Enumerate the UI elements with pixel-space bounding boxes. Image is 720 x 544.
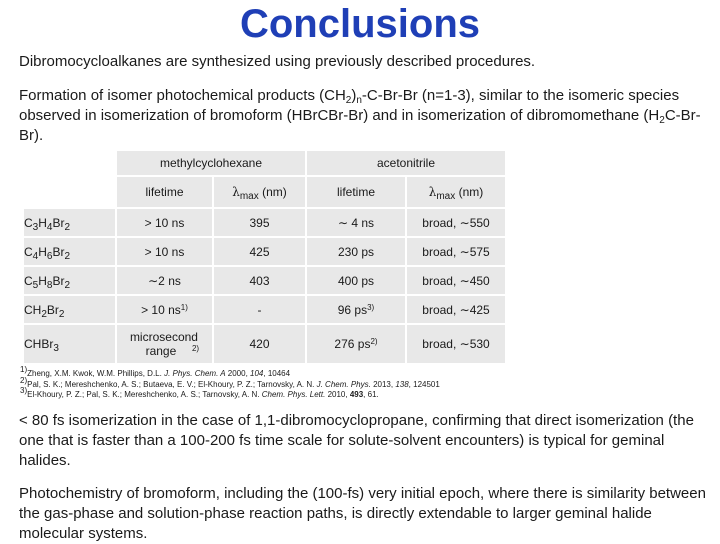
formula-part: Br [46, 302, 59, 317]
value: 96 ps [337, 302, 368, 317]
acn-lifetime-cell [307, 296, 405, 323]
ref-mark: 1) [20, 365, 28, 374]
value: > 10 ns [141, 302, 181, 317]
formula-part: Br [52, 215, 65, 230]
ref-mark: 1) [180, 302, 188, 312]
formula-part: C [24, 215, 33, 230]
formula-part: H [38, 244, 47, 259]
acn-lambda-cell: broad, ∼530 [407, 325, 505, 363]
lambda-sub: max [436, 191, 456, 202]
row-label [24, 296, 115, 323]
value: 400 ps [337, 273, 375, 288]
formula-part: C [24, 244, 33, 259]
formula-sub: 2 [58, 308, 65, 320]
header-acn-lambda [407, 177, 505, 207]
lifetime-table [22, 149, 507, 365]
ref-journal: J. Phys. Chem. A [164, 369, 226, 378]
formula-sub: 2 [64, 221, 71, 233]
header-mch-lifetime: lifetime [117, 177, 212, 207]
table-row [24, 296, 505, 323]
ref-year: 2000, [225, 369, 251, 378]
header-acetonitrile: acetonitrile [307, 151, 505, 175]
mch-lifetime-cell [117, 325, 212, 363]
value: ∼ 4 ns [337, 215, 375, 230]
row-label [24, 209, 115, 236]
row-label [24, 325, 115, 363]
paragraph-synthesis: Dibromocycloalkanes are synthesized using previously described procedures. [19, 53, 536, 70]
table-row [24, 325, 505, 363]
formula-part: CH [24, 302, 42, 317]
ref-mark: 3) [367, 302, 375, 312]
formula-part: Br [52, 273, 65, 288]
formula-part: H [38, 273, 47, 288]
mch-lambda-cell: 425 [214, 238, 305, 265]
value: 230 ps [337, 244, 375, 259]
reference-item [20, 386, 710, 401]
formula-part: CHBr [24, 337, 54, 351]
formula-sub: 4 [46, 221, 53, 233]
p2-text-1: Formation of isomer photochemical products (CH [19, 87, 346, 104]
acn-lifetime-cell [307, 209, 405, 236]
ref-pages: , 124501 [408, 379, 440, 389]
acn-lambda-cell: broad, ∼425 [407, 296, 505, 323]
ref-authors: Zheng, X.M. Kwok, W.M. Phillips, D.L. [27, 369, 165, 378]
mch-lambda-cell: 395 [214, 209, 305, 236]
value: > 10 ns [144, 244, 185, 259]
mch-lambda-cell: 403 [214, 267, 305, 294]
lambda-unit: (nm) [258, 185, 287, 199]
mch-lifetime-cell [117, 238, 212, 265]
header-acn-lifetime: lifetime [307, 177, 405, 207]
ref-authors: Pal, S. K.; Mereshchenko, A. S.; Butaeva, E. V.; El-Khoury, P. Z.; Tarnovsky, A. N. [27, 379, 317, 389]
table-corner-cell [24, 151, 115, 175]
formula-sub: 5 [32, 279, 39, 291]
acn-lambda-cell: broad, ∼575 [407, 238, 505, 265]
ref-pages: , 10464 [263, 369, 291, 378]
formula-sub: 3 [53, 343, 59, 354]
p2-sub-2: n [356, 95, 362, 106]
mch-lifetime-cell [117, 209, 212, 236]
formula-sub: 2 [41, 308, 47, 320]
table-row [24, 267, 505, 294]
slide-title: Conclusions [239, 2, 481, 46]
ref-mark: 2) [370, 337, 378, 346]
mch-lifetime-cell [117, 296, 212, 323]
p2-sub-1: 2 [345, 95, 352, 106]
value: microsecond range [129, 330, 198, 358]
p2-text-4: C-Br-Br). [19, 107, 701, 144]
ref-volume: 493 [349, 390, 364, 399]
ref-year: 2013, [370, 379, 396, 389]
ref-year: 2010, [325, 390, 350, 399]
reference-item [20, 375, 710, 391]
paragraph-isomerization-speed: < 80 fs isomerization in the case of 1,1-dibromocyclopropane, confirming that direct isomerization (the one that is faster than a 100-200 fs time scale for solute-solvent encounters) is typical for geminal halides. [19, 412, 694, 469]
acn-lifetime-cell [307, 238, 405, 265]
table-sub-header-row [24, 177, 505, 207]
formula-sub: 6 [46, 250, 53, 262]
ref-journal: J. Chem. Phys. [316, 379, 371, 389]
acn-lifetime-cell [307, 267, 405, 294]
ref-volume: 104 [250, 369, 264, 378]
acn-lambda-cell: broad, ∼550 [407, 209, 505, 236]
p2-text-3: -C-Br-Br (n=1-3), similar to the isomeric species observed in isomerization of bromoform (HBrCBr-Br) and in isomerization of dibromomethane (H [19, 87, 680, 124]
formula-part: Br [52, 244, 65, 259]
reference-item [20, 365, 710, 380]
table-group-header-row [24, 151, 505, 175]
value: ∼2 ns [148, 273, 181, 288]
table-corner-cell-2 [24, 177, 115, 207]
formula-sub: 3 [32, 221, 39, 233]
ref-authors: El-Khoury, P. Z.; Pal, S. K.; Mereshchenko, A. S.; Tarnovsky, A. N. [27, 390, 262, 399]
paragraph-bromoform-photochemistry: Photochemistry of bromoform, including the (100-fs) very initial epoch, where there is similarity between the gas-phase and solution-phase reaction paths, is directly extendable to larger geminal halide molecular systems. [19, 485, 706, 542]
ref-pages: , 61. [363, 390, 379, 399]
ref-mark: 2) [191, 344, 200, 353]
references [20, 365, 710, 401]
formula-sub: 8 [46, 279, 53, 291]
lambda-unit: (nm) [455, 185, 484, 199]
value: > 10 ns [144, 215, 185, 230]
lambda-symbol: λ [428, 185, 437, 199]
lambda-symbol: λ [232, 185, 240, 199]
acn-lambda-cell: broad, ∼450 [407, 267, 505, 294]
ref-mark: 2) [20, 375, 28, 385]
row-label [24, 267, 115, 294]
formula-part: C [24, 273, 33, 288]
acn-lifetime-cell [307, 325, 405, 363]
paragraph-isomer-formation [19, 86, 709, 146]
value: 276 ps [334, 337, 371, 351]
header-methylcyclohexane: methylcyclohexane [117, 151, 305, 175]
p2-sub-3: 2 [659, 115, 665, 126]
ref-mark: 3) [20, 386, 28, 395]
formula-sub: 4 [32, 250, 39, 262]
table-row [24, 238, 505, 265]
lambda-sub: max [239, 191, 259, 202]
formula-sub: 2 [64, 279, 71, 291]
row-label [24, 238, 115, 265]
header-mch-lambda [214, 177, 305, 207]
formula-part: H [38, 215, 47, 230]
ref-journal: Chem. Phys. Lett. [261, 390, 326, 399]
mch-lifetime-cell [117, 267, 212, 294]
mch-lambda-cell: - [214, 296, 305, 323]
formula-sub: 2 [64, 250, 71, 262]
mch-lambda-cell: 420 [214, 325, 305, 363]
p2-text-2: ) [351, 87, 357, 104]
table-row [24, 209, 505, 236]
ref-volume: 138 [395, 379, 409, 389]
